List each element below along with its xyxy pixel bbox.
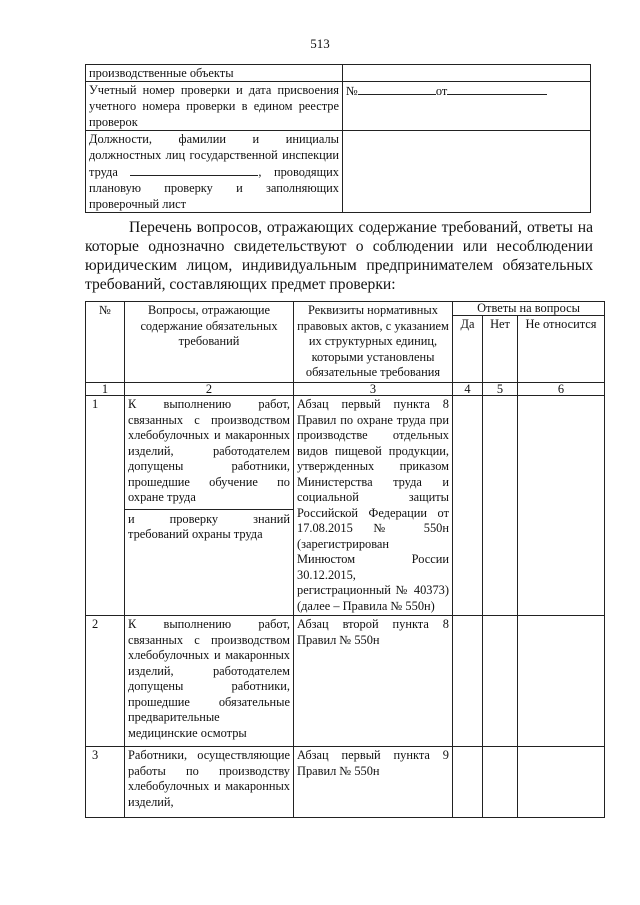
row-question: Работники, осуществляющие работы по производству хлебобулочных и макаронных изделий, [125, 747, 294, 818]
inspectors-label-tail: , проводящих плановую проверку и заполняющих проверочный лист [89, 165, 339, 211]
answer-no-cell[interactable] [483, 396, 518, 616]
inspection-info-table [85, 64, 591, 213]
info-production-objects: производственные объекты [86, 65, 343, 82]
table-row [86, 396, 605, 616]
info-production-objects-value [343, 65, 591, 82]
row-question: К выполнению работ, связанных с производством хлебобулочных и макаронных изделий, работодателем допущены работники, прошедшие обязательные предварительные медицинские осмотры [125, 616, 294, 747]
header-num: № [86, 302, 125, 383]
info-inspectors-value [343, 131, 591, 213]
inspectors-label-text: Должности, фамилии и инициалы должностных лиц государственной инспекции труда [89, 132, 339, 179]
answer-na-cell[interactable] [518, 396, 605, 616]
index-cell: 6 [518, 383, 605, 396]
row-question [125, 396, 294, 616]
answer-yes-cell[interactable] [453, 747, 483, 818]
from-label: от [435, 84, 448, 98]
page-number: 513 [310, 36, 330, 51]
index-cell: 2 [125, 383, 294, 396]
inspectors-blank [130, 163, 258, 176]
index-cell: 1 [86, 383, 125, 396]
row-requisites: Абзац первый пункта 8 Правил по охране труда при производстве отдельных видов пищевой продукции, утвержденных приказом Министерства труда и социальной защиты Российской Федерации от 17.08.2015 № 550н (зарегистрирован Минюстом России 30.12.2015, регистрационный № 40373) (далее – Правила № 550н) [294, 396, 453, 616]
index-cell: 5 [483, 383, 518, 396]
info-inspectors-label [86, 131, 343, 213]
info-check-number-value [343, 82, 591, 131]
row-number: 3 [86, 747, 125, 818]
row-requisites: Абзац второй пункта 8 Правил № 550н [294, 616, 453, 747]
index-row [86, 383, 605, 396]
intro-paragraph: Перечень вопросов, отражающих содержание требований, ответы на которые однозначно свидетельствуют о соблюдении или несоблюдении юридическим лицом, индивидуальным предпринимателем обязательных требований, составляющих предмет проверки: [85, 219, 593, 293]
index-cell: 3 [294, 383, 453, 396]
header-requisites: Реквизиты нормативных правовых актов, с указанием их структурных единиц, которыми установлены обязательные требования [294, 302, 453, 383]
answer-na-cell[interactable] [518, 747, 605, 818]
answer-na-cell[interactable] [518, 616, 605, 747]
questions-table [85, 301, 605, 818]
answer-yes-cell[interactable] [453, 616, 483, 747]
question-part-b: и проверку знаний требований охраны труда [125, 509, 293, 543]
index-cell: 4 [453, 383, 483, 396]
info-check-number-label: Учетный номер проверки и дата присвоения учетного номера проверки в едином реестре проверок [86, 82, 343, 131]
header-answers: Ответы на вопросы [453, 302, 605, 316]
question-part-a: К выполнению работ, связанных с производством хлебобулочных и макаронных изделий, работодателем допущены работники, прошедшие обучение по охране труда [128, 397, 290, 504]
number-label: № [346, 84, 358, 98]
answer-no-cell[interactable] [483, 747, 518, 818]
header-questions: Вопросы, отражающие содержание обязательных требований [125, 302, 294, 383]
row-number: 2 [86, 616, 125, 747]
table-row [86, 747, 605, 818]
row-number: 1 [86, 396, 125, 616]
row-requisites: Абзац первый пункта 9 Правил № 550н [294, 747, 453, 818]
number-blank [358, 82, 436, 95]
answer-yes-cell[interactable] [453, 396, 483, 616]
table-row [86, 616, 605, 747]
answer-no-cell[interactable] [483, 616, 518, 747]
header-no: Нет [483, 316, 518, 383]
date-blank [447, 82, 547, 95]
header-not-applicable: Не относится [518, 316, 605, 383]
header-yes: Да [453, 316, 483, 383]
